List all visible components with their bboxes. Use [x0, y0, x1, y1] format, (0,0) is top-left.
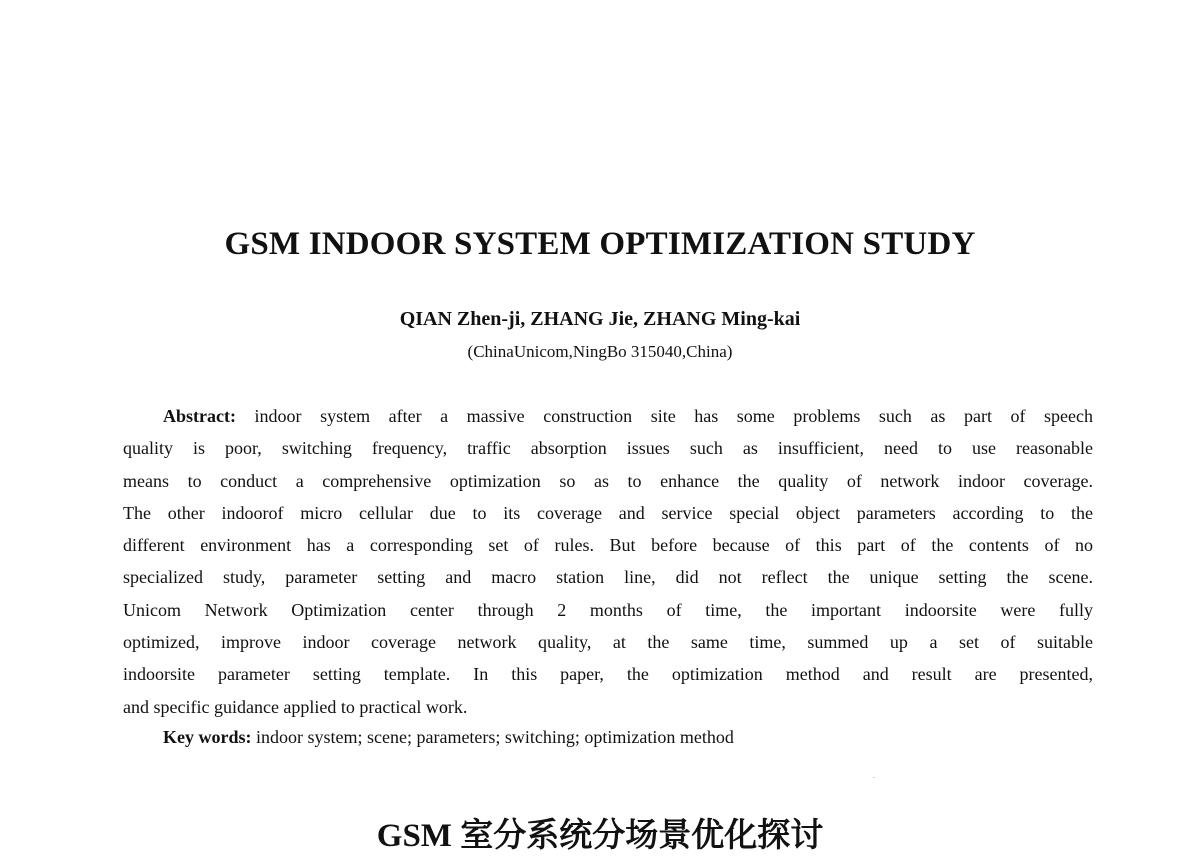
paper-title: GSM INDOOR SYSTEM OPTIMIZATION STUDY — [224, 226, 976, 262]
abstract-line: different environment has a corresponding set of rules. But before because of this part of the contents of no — [123, 535, 1093, 556]
abstract-text: indoor system after a massive construction site has some problems such as part of speech — [254, 406, 1093, 426]
scan-speck — [873, 777, 875, 778]
chinese-title: GSM 室分系统分场景优化探讨 — [376, 818, 824, 854]
abstract-line: specialized study, parameter setting and macro station line, did not reflect the unique setting the scene. — [123, 567, 1093, 588]
author-list: QIAN Zhen-ji, ZHANG Jie, ZHANG Ming-kai — [399, 308, 801, 330]
abstract-line: indoorsite parameter setting template. In this paper, the optimization method and result are presented, — [123, 664, 1093, 685]
abstract-line: Unicom Network Optimization center through 2 months of time, the important indoorsite were fully — [123, 599, 1093, 620]
abstract-line: quality is poor, switching frequency, traffic absorption issues such as insufficient, need to use reasonable — [123, 438, 1093, 459]
abstract-label: Abstract: — [163, 406, 236, 426]
author-affiliation: (ChinaUnicom,NingBo 315040,China) — [467, 342, 733, 361]
abstract-line: and specific guidance applied to practical work. — [123, 696, 468, 717]
abstract — [123, 400, 1093, 723]
keywords — [163, 723, 734, 751]
keywords-label: Key words: — [163, 727, 252, 747]
abstract-line — [123, 400, 1093, 432]
keywords-text: indoor system; scene; parameters; switching; optimization method — [256, 727, 734, 747]
abstract-line: The other indoorof micro cellular due to its coverage and service special object parameters according to the — [123, 502, 1093, 523]
abstract-line: means to conduct a comprehensive optimization so as to enhance the quality of network indoor coverage. — [123, 470, 1093, 491]
abstract-line: optimized, improve indoor coverage network quality, at the same time, summed up a set of suitable — [123, 632, 1093, 653]
